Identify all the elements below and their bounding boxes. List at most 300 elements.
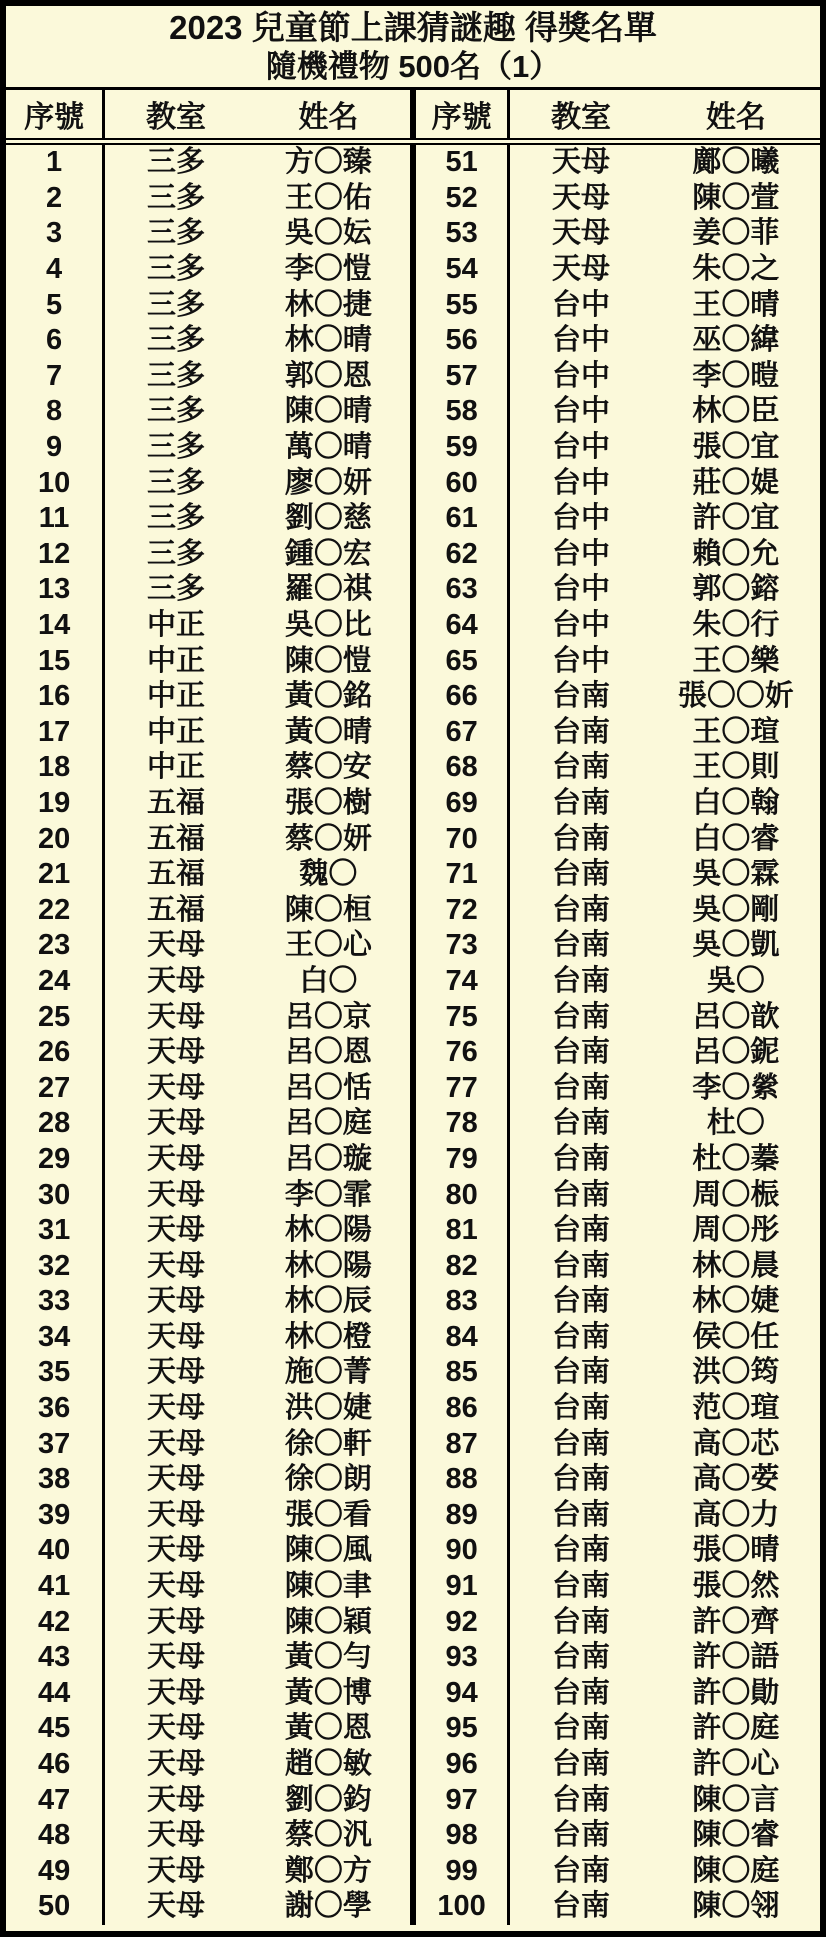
classroom-cell: 中正 (146, 751, 205, 784)
row-number-cell: 59 (413, 430, 509, 466)
name-cell: 白〇翰 (692, 786, 780, 819)
row-number-cell: 65 (413, 643, 509, 679)
row-number-cell: 81 (413, 1213, 509, 1249)
classroom-cell: 天母 (146, 1142, 205, 1175)
row-number-cell: 2 (6, 181, 104, 217)
name-cell: 蔡〇妍 (247, 821, 413, 857)
row-number-cell: 91 (413, 1569, 509, 1605)
classroom-cell: 台中 (551, 431, 610, 464)
header-no-right: 序號 (413, 90, 509, 142)
classroom-cell: 天母 (146, 1854, 205, 1887)
row-number-cell: 29 (6, 1142, 104, 1178)
row-number-cell: 52 (413, 181, 509, 217)
row-number-cell: 72 (413, 892, 509, 928)
table-row (6, 216, 820, 252)
classroom-cell: 天母 (146, 1356, 205, 1389)
table-row (6, 1355, 820, 1391)
table-row (6, 786, 820, 822)
classroom-cell: 天母 (146, 1463, 205, 1496)
table-row (6, 1782, 820, 1818)
header-room-left: 教室 (104, 90, 247, 142)
name-cell: 徐〇軒 (247, 1426, 413, 1462)
row-number-cell: 89 (413, 1498, 509, 1534)
row-number-cell: 16 (6, 679, 104, 715)
classroom-cell: 天母 (146, 1392, 205, 1425)
row-number-cell: 46 (6, 1747, 104, 1783)
name-cell: 陳〇穎 (247, 1604, 413, 1640)
classroom-cell: 天母 (146, 1676, 205, 1709)
table-row (6, 1711, 820, 1747)
classroom-cell: 三多 (146, 288, 205, 321)
name-cell: 張〇宜 (692, 431, 780, 464)
name-cell: 林〇捷 (247, 287, 413, 323)
table-row (6, 1818, 820, 1854)
table-row (6, 465, 820, 501)
row-number-cell: 25 (6, 999, 104, 1035)
name-cell: 陳〇風 (247, 1533, 413, 1569)
name-cell: 高〇荌 (692, 1463, 780, 1496)
classroom-cell: 台南 (551, 1712, 610, 1745)
classroom-cell: 台南 (551, 1285, 610, 1318)
name-cell: 王〇則 (692, 751, 780, 784)
row-number-cell: 50 (6, 1889, 104, 1925)
classroom-cell: 台南 (551, 1214, 610, 1247)
classroom-cell: 台南 (551, 1676, 610, 1709)
name-cell: 謝〇學 (247, 1889, 413, 1925)
name-cell: 黃〇恩 (247, 1711, 413, 1747)
name-cell: 許〇勛 (692, 1676, 780, 1709)
name-cell: 黃〇勻 (247, 1640, 413, 1676)
table-row (6, 1070, 820, 1106)
row-number-cell: 63 (413, 572, 509, 608)
name-cell: 林〇陽 (247, 1248, 413, 1284)
name-cell: 呂〇京 (247, 999, 413, 1035)
classroom-cell: 天母 (551, 217, 610, 250)
classroom-cell: 台南 (551, 1071, 610, 1104)
classroom-cell: 天母 (146, 1320, 205, 1353)
classroom-cell: 天母 (146, 1783, 205, 1816)
table-row (6, 1426, 820, 1462)
row-number-cell: 77 (413, 1070, 509, 1106)
table-row (6, 1640, 820, 1676)
name-cell: 林〇臣 (692, 395, 780, 428)
classroom-cell: 三多 (146, 573, 205, 606)
classroom-cell: 台南 (551, 680, 610, 713)
row-number-cell: 38 (6, 1462, 104, 1498)
name-cell: 郭〇恩 (247, 359, 413, 395)
row-number-cell: 93 (413, 1640, 509, 1676)
table-row (6, 643, 820, 679)
classroom-cell: 台中 (551, 609, 610, 642)
row-number-cell: 41 (6, 1569, 104, 1605)
name-cell: 周〇彤 (692, 1214, 780, 1247)
row-number-cell: 64 (413, 608, 509, 644)
row-number-cell: 78 (413, 1106, 509, 1142)
classroom-cell: 台中 (551, 324, 610, 357)
row-number-cell: 69 (413, 786, 509, 822)
name-cell: 方〇臻 (247, 142, 413, 181)
classroom-cell: 三多 (146, 537, 205, 570)
row-number-cell: 73 (413, 928, 509, 964)
row-number-cell: 7 (6, 359, 104, 395)
classroom-cell: 天母 (146, 1285, 205, 1318)
name-cell: 呂〇璇 (247, 1142, 413, 1178)
row-number-cell: 57 (413, 359, 509, 395)
row-number-cell: 62 (413, 537, 509, 573)
table-row (6, 1284, 820, 1320)
row-number-cell: 12 (6, 537, 104, 573)
classroom-cell: 台南 (551, 751, 610, 784)
name-cell: 洪〇筠 (692, 1356, 780, 1389)
classroom-cell: 台南 (551, 1427, 610, 1460)
name-cell: 林〇婕 (692, 1285, 780, 1318)
row-number-cell: 74 (413, 964, 509, 1000)
row-number-cell: 80 (413, 1177, 509, 1213)
name-cell: 吳〇剛 (692, 893, 780, 926)
row-number-cell: 84 (413, 1320, 509, 1356)
table-row (6, 1248, 820, 1284)
name-cell: 張〇樹 (247, 786, 413, 822)
table-row (6, 394, 820, 430)
classroom-cell: 台南 (551, 1000, 610, 1033)
row-number-cell: 58 (413, 394, 509, 430)
row-number-cell: 45 (6, 1711, 104, 1747)
name-cell: 吳〇 (706, 964, 765, 997)
classroom-cell: 天母 (146, 1498, 205, 1531)
name-cell: 呂〇庭 (247, 1106, 413, 1142)
classroom-cell: 台南 (551, 1320, 610, 1353)
name-cell: 鄭〇方 (247, 1854, 413, 1890)
row-number-cell: 49 (6, 1854, 104, 1890)
table-row (6, 501, 820, 537)
name-cell: 張〇看 (247, 1498, 413, 1534)
row-number-cell: 82 (413, 1248, 509, 1284)
name-cell: 吳〇霖 (692, 858, 780, 891)
name-cell: 陳〇翎 (692, 1890, 780, 1923)
name-cell: 姜〇菲 (692, 217, 780, 250)
name-cell: 陳〇聿 (247, 1569, 413, 1605)
name-cell: 吳〇妘 (247, 216, 413, 252)
row-number-cell: 98 (413, 1818, 509, 1854)
classroom-cell: 天母 (146, 1641, 205, 1674)
table-header (6, 90, 820, 142)
name-cell: 陳〇庭 (692, 1854, 780, 1887)
name-cell: 李〇愷 (247, 252, 413, 288)
classroom-cell: 三多 (146, 181, 205, 214)
classroom-cell: 五福 (146, 858, 205, 891)
name-cell: 呂〇歆 (692, 1000, 780, 1033)
row-number-cell: 75 (413, 999, 509, 1035)
name-cell: 范〇瑄 (692, 1392, 780, 1425)
table-row (6, 1462, 820, 1498)
name-cell: 劉〇鈞 (247, 1782, 413, 1818)
classroom-cell: 三多 (146, 502, 205, 535)
row-number-cell: 13 (6, 572, 104, 608)
name-cell: 巫〇緯 (692, 324, 780, 357)
row-number-cell: 85 (413, 1355, 509, 1391)
name-cell: 林〇晴 (247, 323, 413, 359)
row-number-cell: 23 (6, 928, 104, 964)
row-number-cell: 83 (413, 1284, 509, 1320)
row-number-cell: 96 (413, 1747, 509, 1783)
winner-table (6, 90, 820, 1925)
classroom-cell: 天母 (551, 181, 610, 214)
name-cell: 魏〇 (247, 857, 413, 893)
classroom-cell: 天母 (146, 964, 205, 997)
name-cell: 徐〇朗 (247, 1462, 413, 1498)
name-cell: 許〇齊 (692, 1605, 780, 1638)
name-cell: 侯〇任 (692, 1320, 780, 1353)
classroom-cell: 天母 (146, 1605, 205, 1638)
row-number-cell: 33 (6, 1284, 104, 1320)
classroom-cell: 台南 (551, 822, 610, 855)
name-cell: 白〇 (247, 964, 413, 1000)
page-subtitle: 隨機禮物 500名（1） (265, 48, 561, 84)
classroom-cell: 天母 (146, 1036, 205, 1069)
name-cell: 張〇〇妡 (677, 680, 794, 713)
row-number-cell: 55 (413, 287, 509, 323)
classroom-cell: 中正 (146, 609, 205, 642)
row-number-cell: 36 (6, 1391, 104, 1427)
classroom-cell: 天母 (146, 1819, 205, 1852)
table-row (6, 1498, 820, 1534)
name-cell: 杜〇 (706, 1107, 765, 1140)
row-number-cell: 92 (413, 1604, 509, 1640)
table-row (6, 821, 820, 857)
table-row (6, 537, 820, 573)
row-number-cell: 39 (6, 1498, 104, 1534)
classroom-cell: 台南 (551, 1178, 610, 1211)
name-cell: 高〇力 (692, 1498, 780, 1531)
name-cell: 黃〇博 (247, 1676, 413, 1712)
table-row (6, 1569, 820, 1605)
classroom-cell: 台中 (551, 573, 610, 606)
table-row (6, 1533, 820, 1569)
row-number-cell: 4 (6, 252, 104, 288)
name-cell: 高〇芯 (692, 1427, 780, 1460)
classroom-cell: 天母 (146, 1107, 205, 1140)
name-cell: 李〇霏 (247, 1177, 413, 1213)
row-number-cell: 67 (413, 715, 509, 751)
table-row (6, 572, 820, 608)
table-row (6, 964, 820, 1000)
row-number-cell: 51 (413, 142, 509, 181)
classroom-cell: 台南 (551, 929, 610, 962)
classroom-cell: 三多 (146, 324, 205, 357)
classroom-cell: 天母 (146, 929, 205, 962)
table-row (6, 928, 820, 964)
name-cell: 王〇瑄 (692, 715, 780, 748)
row-number-cell: 99 (413, 1854, 509, 1890)
classroom-cell: 台南 (551, 1392, 610, 1425)
name-cell: 王〇佑 (247, 181, 413, 217)
table-row (6, 1604, 820, 1640)
row-number-cell: 32 (6, 1248, 104, 1284)
row-number-cell: 97 (413, 1782, 509, 1818)
classroom-cell: 中正 (146, 715, 205, 748)
classroom-cell: 台南 (551, 1036, 610, 1069)
row-number-cell: 100 (413, 1889, 509, 1925)
name-cell: 吳〇凱 (692, 929, 780, 962)
row-number-cell: 66 (413, 679, 509, 715)
classroom-cell: 台南 (551, 1819, 610, 1852)
name-cell: 萬〇晴 (247, 430, 413, 466)
name-cell: 許〇庭 (692, 1712, 780, 1745)
classroom-cell: 台南 (551, 893, 610, 926)
name-cell: 陳〇桓 (247, 892, 413, 928)
classroom-cell: 台南 (551, 786, 610, 819)
classroom-cell: 中正 (146, 680, 205, 713)
row-number-cell: 40 (6, 1533, 104, 1569)
name-cell: 周〇桭 (692, 1178, 780, 1211)
row-number-cell: 94 (413, 1676, 509, 1712)
classroom-cell: 天母 (146, 1214, 205, 1247)
classroom-cell: 台南 (551, 1748, 610, 1781)
table-row (6, 181, 820, 217)
name-cell: 陳〇睿 (692, 1819, 780, 1852)
classroom-cell: 台南 (551, 858, 610, 891)
row-number-cell: 90 (413, 1533, 509, 1569)
classroom-cell: 台中 (551, 644, 610, 677)
classroom-cell: 台南 (551, 1570, 610, 1603)
name-cell: 許〇心 (692, 1748, 780, 1781)
classroom-cell: 台南 (551, 1854, 610, 1887)
row-number-cell: 10 (6, 465, 104, 501)
classroom-cell: 天母 (146, 1748, 205, 1781)
name-cell: 王〇晴 (692, 288, 780, 321)
classroom-cell: 台南 (551, 1605, 610, 1638)
classroom-cell: 台南 (551, 715, 610, 748)
row-number-cell: 21 (6, 857, 104, 893)
row-number-cell: 3 (6, 216, 104, 252)
row-number-cell: 28 (6, 1106, 104, 1142)
classroom-cell: 台南 (551, 1249, 610, 1282)
classroom-cell: 台南 (551, 1534, 610, 1567)
name-cell: 陳〇言 (692, 1783, 780, 1816)
classroom-cell: 天母 (551, 146, 610, 179)
classroom-cell: 三多 (146, 395, 205, 428)
name-cell: 白〇睿 (692, 822, 780, 855)
row-number-cell: 54 (413, 252, 509, 288)
table-row (6, 857, 820, 893)
classroom-cell: 台中 (551, 466, 610, 499)
name-cell: 李〇暟 (692, 359, 780, 392)
name-cell: 鍾〇宏 (247, 537, 413, 573)
classroom-cell: 三多 (146, 466, 205, 499)
name-cell: 許〇語 (692, 1641, 780, 1674)
row-number-cell: 87 (413, 1426, 509, 1462)
classroom-cell: 台南 (551, 1356, 610, 1389)
table-row (6, 1747, 820, 1783)
row-number-cell: 18 (6, 750, 104, 786)
row-number-cell: 11 (6, 501, 104, 537)
row-number-cell: 9 (6, 430, 104, 466)
row-number-cell: 30 (6, 1177, 104, 1213)
name-cell: 李〇縈 (692, 1071, 780, 1104)
classroom-cell: 五福 (146, 786, 205, 819)
name-cell: 呂〇恬 (247, 1070, 413, 1106)
row-number-cell: 60 (413, 465, 509, 501)
page-title: 2023 兒童節上課猜謎趣 得獎名單 (169, 8, 657, 46)
classroom-cell: 台南 (551, 1498, 610, 1531)
name-cell: 張〇然 (692, 1570, 780, 1603)
name-cell: 蔡〇安 (247, 750, 413, 786)
header-room-right: 教室 (509, 90, 652, 142)
classroom-cell: 中正 (146, 644, 205, 677)
name-cell: 林〇辰 (247, 1284, 413, 1320)
name-cell: 劉〇慈 (247, 501, 413, 537)
row-number-cell: 76 (413, 1035, 509, 1071)
classroom-cell: 台南 (551, 964, 610, 997)
classroom-cell: 天母 (146, 1712, 205, 1745)
row-number-cell: 47 (6, 1782, 104, 1818)
row-number-cell: 8 (6, 394, 104, 430)
row-number-cell: 17 (6, 715, 104, 751)
table-row (6, 1320, 820, 1356)
name-cell: 林〇陽 (247, 1213, 413, 1249)
row-number-cell: 6 (6, 323, 104, 359)
row-number-cell: 70 (413, 821, 509, 857)
name-cell: 呂〇恩 (247, 1035, 413, 1071)
name-cell: 郭〇鎔 (692, 573, 780, 606)
row-number-cell: 19 (6, 786, 104, 822)
name-cell: 施〇菁 (247, 1355, 413, 1391)
table-row (6, 608, 820, 644)
name-cell: 張〇晴 (692, 1534, 780, 1567)
row-number-cell: 34 (6, 1320, 104, 1356)
row-number-cell: 24 (6, 964, 104, 1000)
classroom-cell: 天母 (146, 1000, 205, 1033)
row-number-cell: 48 (6, 1818, 104, 1854)
classroom-cell: 三多 (146, 146, 205, 179)
row-number-cell: 88 (413, 1462, 509, 1498)
row-number-cell: 1 (6, 142, 104, 181)
name-cell: 莊〇媞 (692, 466, 780, 499)
name-cell: 羅〇祺 (247, 572, 413, 608)
table-row (6, 1676, 820, 1712)
classroom-cell: 台中 (551, 502, 610, 535)
table-row (6, 715, 820, 751)
table-row (6, 323, 820, 359)
name-cell: 蔡〇汎 (247, 1818, 413, 1854)
table-row (6, 1142, 820, 1178)
table-row (6, 1106, 820, 1142)
classroom-cell: 天母 (146, 1249, 205, 1282)
classroom-cell: 天母 (551, 253, 610, 286)
table-row (6, 1213, 820, 1249)
classroom-cell: 五福 (146, 893, 205, 926)
classroom-cell: 台南 (551, 1463, 610, 1496)
header-row (6, 90, 820, 142)
classroom-cell: 三多 (146, 253, 205, 286)
name-cell: 朱〇之 (692, 253, 780, 286)
table-row (6, 1889, 820, 1925)
name-cell: 鄺〇曦 (692, 146, 780, 179)
row-number-cell: 79 (413, 1142, 509, 1178)
classroom-cell: 台南 (551, 1641, 610, 1674)
table-row (6, 1854, 820, 1890)
name-cell: 陳〇萱 (692, 181, 780, 214)
name-cell: 洪〇婕 (247, 1391, 413, 1427)
name-cell: 陳〇晴 (247, 394, 413, 430)
classroom-cell: 台中 (551, 395, 610, 428)
classroom-cell: 天母 (146, 1890, 205, 1923)
classroom-cell: 天母 (146, 1178, 205, 1211)
name-cell: 杜〇蓁 (692, 1142, 780, 1175)
name-cell: 趙〇敏 (247, 1747, 413, 1783)
row-number-cell: 86 (413, 1391, 509, 1427)
name-cell: 王〇心 (247, 928, 413, 964)
